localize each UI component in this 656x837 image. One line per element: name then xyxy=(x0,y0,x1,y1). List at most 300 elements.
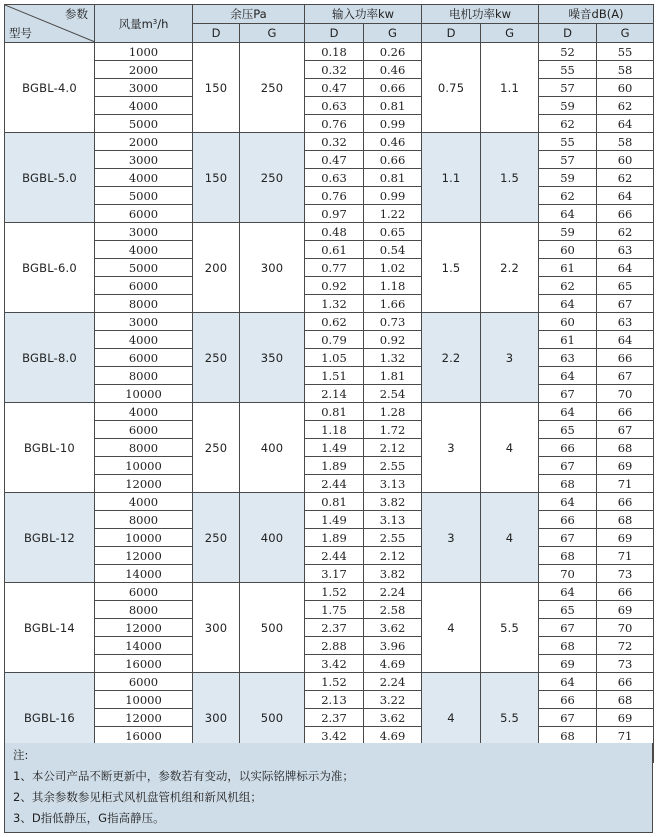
noise-g-cell: 67 xyxy=(597,295,654,313)
noise-d-cell: 64 xyxy=(539,583,597,601)
pressure-d-cell: 150 xyxy=(193,133,240,223)
input-g-cell: 0.46 xyxy=(364,133,422,151)
noise-g-header: G xyxy=(597,24,654,43)
input-g-cell: 1.02 xyxy=(364,259,422,277)
input-d-cell: 2.44 xyxy=(305,547,364,565)
motor-d-cell: 1.1 xyxy=(422,133,481,223)
table-row xyxy=(5,457,654,475)
motor-d-cell: 3 xyxy=(422,493,481,583)
flow-cell: 6000 xyxy=(95,349,193,367)
flow-unit-sup: 3 xyxy=(152,17,158,26)
motor-g-cell: 5.5 xyxy=(481,583,539,673)
noise-d-cell: 64 xyxy=(539,403,597,421)
table-row xyxy=(5,601,654,619)
input-d-cell: 0.79 xyxy=(305,331,364,349)
pressure-g-cell: 400 xyxy=(240,403,305,493)
flow-cell: 2000 xyxy=(95,61,193,79)
flow-cell: 3000 xyxy=(95,79,193,97)
flow-cell: 3000 xyxy=(95,313,193,331)
flow-cell: 1000 xyxy=(95,43,193,61)
noise-d-header: D xyxy=(539,24,597,43)
input-g-cell: 0.92 xyxy=(364,331,422,349)
table-row xyxy=(5,727,654,745)
input-g-cell: 1.81 xyxy=(364,367,422,385)
noise-g-cell: 68 xyxy=(597,511,654,529)
noise-g-cell: 71 xyxy=(597,727,654,745)
flow-cell: 6000 xyxy=(95,421,193,439)
noise-g-cell: 55 xyxy=(597,43,654,61)
noise-d-cell: 66 xyxy=(539,511,597,529)
input-g-cell: 1.28 xyxy=(364,403,422,421)
table-row xyxy=(5,529,654,547)
input-d-cell: 1.18 xyxy=(305,421,364,439)
noise-d-cell: 67 xyxy=(539,385,597,403)
flow-cell: 8000 xyxy=(95,511,193,529)
noise-g-cell: 72 xyxy=(597,637,654,655)
flow-cell: 8000 xyxy=(95,601,193,619)
noise-g-cell: 70 xyxy=(597,385,654,403)
flow-cell: 2000 xyxy=(95,133,193,151)
flow-cell: 12000 xyxy=(95,547,193,565)
pressure-d-cell: 200 xyxy=(193,223,240,313)
model-label: 型号 xyxy=(9,26,32,40)
table-row xyxy=(5,475,654,493)
noise-g-cell: 66 xyxy=(597,583,654,601)
motor-power-header: 电机功率kw xyxy=(422,5,539,24)
input-d-cell: 0.62 xyxy=(305,313,364,331)
noise-g-cell: 58 xyxy=(597,133,654,151)
pressure-g-cell: 500 xyxy=(240,583,305,673)
input-g-cell: 4.69 xyxy=(364,727,422,745)
table-row xyxy=(5,367,654,385)
noise-g-cell: 64 xyxy=(597,115,654,133)
input-g-cell: 3.82 xyxy=(364,493,422,511)
input-d-cell: 0.81 xyxy=(305,493,364,511)
input-d-cell: 2.44 xyxy=(305,475,364,493)
noise-d-cell: 68 xyxy=(539,547,597,565)
header-row-1 xyxy=(5,5,654,24)
flow-cell: 14000 xyxy=(95,637,193,655)
noise-d-cell: 70 xyxy=(539,565,597,583)
noise-d-cell: 68 xyxy=(539,637,597,655)
flow-cell: 12000 xyxy=(95,709,193,727)
noise-g-cell: 68 xyxy=(597,439,654,457)
table-row xyxy=(5,655,654,673)
pressure-d-cell: 300 xyxy=(193,673,240,763)
flow-cell: 4000 xyxy=(95,493,193,511)
table-row xyxy=(5,295,654,313)
noise-g-cell: 71 xyxy=(597,547,654,565)
noise-g-cell: 73 xyxy=(597,565,654,583)
input-d-cell: 2.37 xyxy=(305,619,364,637)
table-row xyxy=(5,673,654,691)
input-g-cell: 0.26 xyxy=(364,43,422,61)
table-row xyxy=(5,61,654,79)
noise-d-cell: 68 xyxy=(539,475,597,493)
note-item: 1、本公司产品不断更新中，参数若有变动，以实际铭牌标示为准； xyxy=(13,769,354,783)
table-row xyxy=(5,547,654,565)
motor-g-cell: 4 xyxy=(481,403,539,493)
noise-g-cell: 69 xyxy=(597,601,654,619)
flow-cell: 6000 xyxy=(95,673,193,691)
model-cell: BGBL-16 xyxy=(5,673,95,763)
noise-d-cell: 64 xyxy=(539,493,597,511)
noise-g-cell: 58 xyxy=(597,61,654,79)
motor-d-header: D xyxy=(422,24,481,43)
flow-cell: 4000 xyxy=(95,97,193,115)
flow-cell: 8000 xyxy=(95,367,193,385)
pressure-d-header: D xyxy=(193,24,240,43)
noise-g-cell: 67 xyxy=(597,421,654,439)
noise-g-cell: 66 xyxy=(597,205,654,223)
input-g-cell: 0.54 xyxy=(364,241,422,259)
input-g-cell: 3.96 xyxy=(364,637,422,655)
noise-d-cell: 67 xyxy=(539,457,597,475)
input-g-cell: 1.72 xyxy=(364,421,422,439)
input-d-cell: 3.42 xyxy=(305,727,364,745)
input-d-cell: 0.63 xyxy=(305,97,364,115)
noise-g-cell: 69 xyxy=(597,529,654,547)
input-g-cell: 0.81 xyxy=(364,97,422,115)
input-power-header: 输入功率kw xyxy=(305,5,422,24)
input-g-cell: 1.32 xyxy=(364,349,422,367)
flow-cell: 12000 xyxy=(95,619,193,637)
table-row xyxy=(5,583,654,601)
table-row xyxy=(5,169,654,187)
input-g-cell: 2.24 xyxy=(364,673,422,691)
input-d-cell: 0.63 xyxy=(305,169,364,187)
noise-g-cell: 71 xyxy=(597,475,654,493)
pressure-d-cell: 250 xyxy=(193,313,240,403)
noise-g-cell: 69 xyxy=(597,709,654,727)
table-row xyxy=(5,421,654,439)
motor-d-cell: 0.75 xyxy=(422,43,481,133)
model-cell: BGBL-8.0 xyxy=(5,313,95,403)
noise-g-cell: 67 xyxy=(597,367,654,385)
input-d-cell: 1.05 xyxy=(305,349,364,367)
motor-d-cell: 2.2 xyxy=(422,313,481,403)
input-g-cell: 2.55 xyxy=(364,529,422,547)
notes-title: 注: xyxy=(13,748,29,762)
flow-cell: 10000 xyxy=(95,457,193,475)
noise-header: 噪音dB(A) xyxy=(539,5,654,24)
table-row xyxy=(5,43,654,61)
table-row xyxy=(5,493,654,511)
input-g-cell: 2.58 xyxy=(364,601,422,619)
table-row xyxy=(5,511,654,529)
model-cell: BGBL-6.0 xyxy=(5,223,95,313)
corner-header-cell xyxy=(5,5,95,43)
motor-g-cell: 1.5 xyxy=(481,133,539,223)
flow-cell: 16000 xyxy=(95,655,193,673)
flow-cell: 10000 xyxy=(95,529,193,547)
noise-d-cell: 66 xyxy=(539,439,597,457)
model-cell: BGBL-5.0 xyxy=(5,133,95,223)
table-row xyxy=(5,439,654,457)
noise-d-cell: 67 xyxy=(539,709,597,727)
noise-d-cell: 55 xyxy=(539,133,597,151)
motor-g-cell: 5.5 xyxy=(481,673,539,763)
flow-cell: 10000 xyxy=(95,691,193,709)
noise-g-cell: 69 xyxy=(597,457,654,475)
input-g-cell: 3.13 xyxy=(364,511,422,529)
noise-d-cell: 64 xyxy=(539,367,597,385)
noise-g-cell: 66 xyxy=(597,493,654,511)
input-g-cell: 2.24 xyxy=(364,583,422,601)
noise-g-cell: 62 xyxy=(597,97,654,115)
pressure-header: 余压Pa xyxy=(193,5,305,24)
input-g-cell: 0.99 xyxy=(364,187,422,205)
param-label: 参数 xyxy=(65,7,88,21)
noise-g-cell: 63 xyxy=(597,313,654,331)
table-row xyxy=(5,115,654,133)
flow-cell: 5000 xyxy=(95,115,193,133)
flow-cell: 5000 xyxy=(95,187,193,205)
table-row xyxy=(5,187,654,205)
motor-d-cell: 4 xyxy=(422,673,481,763)
noise-g-cell: 60 xyxy=(597,151,654,169)
input-g-cell: 0.46 xyxy=(364,61,422,79)
table-row xyxy=(5,97,654,115)
noise-d-cell: 62 xyxy=(539,277,597,295)
noise-g-cell: 66 xyxy=(597,673,654,691)
input-g-cell: 3.13 xyxy=(364,475,422,493)
model-cell: BGBL-14 xyxy=(5,583,95,673)
noise-d-cell: 67 xyxy=(539,619,597,637)
table-row xyxy=(5,241,654,259)
input-g-cell: 0.81 xyxy=(364,169,422,187)
table-row xyxy=(5,205,654,223)
noise-d-cell: 63 xyxy=(539,349,597,367)
pressure-g-cell: 250 xyxy=(240,133,305,223)
motor-g-header: G xyxy=(481,24,539,43)
input-d-cell: 0.61 xyxy=(305,241,364,259)
input-d-cell: 2.88 xyxy=(305,637,364,655)
input-d-cell: 0.76 xyxy=(305,187,364,205)
input-d-header: D xyxy=(305,24,364,43)
flow-cell: 6000 xyxy=(95,583,193,601)
flow-cell: 14000 xyxy=(95,565,193,583)
input-d-cell: 1.89 xyxy=(305,529,364,547)
flow-header xyxy=(95,5,193,43)
noise-d-cell: 60 xyxy=(539,241,597,259)
input-d-cell: 0.32 xyxy=(305,133,364,151)
table-row xyxy=(5,565,654,583)
table-row xyxy=(5,277,654,295)
noise-d-cell: 59 xyxy=(539,97,597,115)
input-d-cell: 0.81 xyxy=(305,403,364,421)
noise-g-cell: 68 xyxy=(597,691,654,709)
input-g-cell: 1.22 xyxy=(364,205,422,223)
motor-d-cell: 4 xyxy=(422,583,481,673)
table-row xyxy=(5,79,654,97)
input-g-cell: 0.66 xyxy=(364,151,422,169)
noise-d-cell: 62 xyxy=(539,115,597,133)
input-g-cell: 4.69 xyxy=(364,655,422,673)
motor-d-cell: 3 xyxy=(422,403,481,493)
input-d-cell: 0.32 xyxy=(305,61,364,79)
table-row xyxy=(5,313,654,331)
noise-d-cell: 64 xyxy=(539,205,597,223)
noise-d-cell: 65 xyxy=(539,421,597,439)
table-row xyxy=(5,151,654,169)
input-d-cell: 2.14 xyxy=(305,385,364,403)
table-row xyxy=(5,349,654,367)
motor-d-cell: 1.5 xyxy=(422,223,481,313)
input-g-cell: 0.99 xyxy=(364,115,422,133)
noise-g-cell: 73 xyxy=(597,655,654,673)
table-row xyxy=(5,691,654,709)
noise-g-cell: 65 xyxy=(597,277,654,295)
model-cell: BGBL-4.0 xyxy=(5,43,95,133)
noise-d-cell: 52 xyxy=(539,43,597,61)
notes-box xyxy=(4,743,653,833)
flow-unit-suffix: /h xyxy=(157,16,169,31)
input-g-cell: 2.54 xyxy=(364,385,422,403)
input-d-cell: 0.47 xyxy=(305,79,364,97)
pressure-g-cell: 500 xyxy=(240,673,305,763)
input-g-cell: 2.12 xyxy=(364,439,422,457)
input-d-cell: 1.52 xyxy=(305,673,364,691)
noise-d-cell: 59 xyxy=(539,223,597,241)
flow-cell: 6000 xyxy=(95,205,193,223)
input-g-cell: 0.73 xyxy=(364,313,422,331)
input-g-cell: 1.66 xyxy=(364,295,422,313)
noise-d-cell: 67 xyxy=(539,529,597,547)
flow-cell: 16000 xyxy=(95,727,193,745)
noise-d-cell: 57 xyxy=(539,79,597,97)
noise-d-cell: 65 xyxy=(539,601,597,619)
table-row xyxy=(5,259,654,277)
noise-d-cell: 60 xyxy=(539,313,597,331)
input-d-cell: 0.76 xyxy=(305,115,364,133)
pressure-g-header: G xyxy=(240,24,305,43)
flow-cell: 8000 xyxy=(95,439,193,457)
noise-d-cell: 61 xyxy=(539,259,597,277)
pressure-d-cell: 250 xyxy=(193,493,240,583)
flow-cell: 10000 xyxy=(95,385,193,403)
input-d-cell: 1.49 xyxy=(305,439,364,457)
noise-d-cell: 69 xyxy=(539,655,597,673)
input-d-cell: 3.17 xyxy=(305,565,364,583)
noise-g-cell: 64 xyxy=(597,187,654,205)
flow-cell: 3000 xyxy=(95,151,193,169)
flow-cell: 4000 xyxy=(95,169,193,187)
input-d-cell: 2.37 xyxy=(305,709,364,727)
noise-d-cell: 61 xyxy=(539,331,597,349)
model-cell: BGBL-12 xyxy=(5,493,95,583)
input-d-cell: 1.49 xyxy=(305,511,364,529)
input-g-cell: 3.82 xyxy=(364,565,422,583)
input-d-cell: 1.32 xyxy=(305,295,364,313)
input-g-cell: 3.62 xyxy=(364,619,422,637)
input-g-header: G xyxy=(364,24,422,43)
table-row xyxy=(5,619,654,637)
input-d-cell: 0.97 xyxy=(305,205,364,223)
noise-d-cell: 62 xyxy=(539,187,597,205)
table-row xyxy=(5,223,654,241)
table-row xyxy=(5,331,654,349)
flow-cell: 8000 xyxy=(95,295,193,313)
flow-cell: 6000 xyxy=(95,277,193,295)
table-row xyxy=(5,403,654,421)
flow-cell: 4000 xyxy=(95,241,193,259)
flow-cell: 4000 xyxy=(95,403,193,421)
pressure-g-cell: 350 xyxy=(240,313,305,403)
noise-g-cell: 62 xyxy=(597,169,654,187)
noise-g-cell: 60 xyxy=(597,79,654,97)
pressure-g-cell: 300 xyxy=(240,223,305,313)
noise-d-cell: 64 xyxy=(539,295,597,313)
noise-g-cell: 63 xyxy=(597,241,654,259)
pressure-d-cell: 300 xyxy=(193,583,240,673)
input-g-cell: 2.55 xyxy=(364,457,422,475)
flow-cell: 3000 xyxy=(95,223,193,241)
noise-g-cell: 64 xyxy=(597,331,654,349)
noise-d-cell: 57 xyxy=(539,151,597,169)
input-d-cell: 2.13 xyxy=(305,691,364,709)
model-cell: BGBL-10 xyxy=(5,403,95,493)
input-d-cell: 0.48 xyxy=(305,223,364,241)
flow-label: 风量m xyxy=(118,16,153,31)
note-item: 2、其余参数参见柜式风机盘管机组和新风机组； xyxy=(13,790,262,804)
motor-g-cell: 2.2 xyxy=(481,223,539,313)
pressure-g-cell: 400 xyxy=(240,493,305,583)
input-d-cell: 1.75 xyxy=(305,601,364,619)
input-d-cell: 0.92 xyxy=(305,277,364,295)
flow-cell: 5000 xyxy=(95,259,193,277)
input-d-cell: 0.77 xyxy=(305,259,364,277)
motor-g-cell: 1.1 xyxy=(481,43,539,133)
input-g-cell: 3.22 xyxy=(364,691,422,709)
noise-d-cell: 68 xyxy=(539,727,597,745)
input-g-cell: 1.18 xyxy=(364,277,422,295)
motor-g-cell: 3 xyxy=(481,313,539,403)
input-g-cell: 0.65 xyxy=(364,223,422,241)
pressure-g-cell: 250 xyxy=(240,43,305,133)
noise-g-cell: 66 xyxy=(597,403,654,421)
pressure-d-cell: 150 xyxy=(193,43,240,133)
noise-g-cell: 62 xyxy=(597,223,654,241)
flow-cell: 4000 xyxy=(95,331,193,349)
spec-table xyxy=(4,4,654,763)
noise-d-cell: 66 xyxy=(539,691,597,709)
noise-d-cell: 55 xyxy=(539,61,597,79)
noise-g-cell: 70 xyxy=(597,619,654,637)
input-d-cell: 0.18 xyxy=(305,43,364,61)
input-d-cell: 1.51 xyxy=(305,367,364,385)
input-g-cell: 3.62 xyxy=(364,709,422,727)
noise-d-cell: 59 xyxy=(539,169,597,187)
input-d-cell: 0.47 xyxy=(305,151,364,169)
pressure-d-cell: 250 xyxy=(193,403,240,493)
table-row xyxy=(5,385,654,403)
table-row xyxy=(5,133,654,151)
motor-g-cell: 4 xyxy=(481,493,539,583)
noise-d-cell: 64 xyxy=(539,673,597,691)
input-d-cell: 1.52 xyxy=(305,583,364,601)
input-d-cell: 1.89 xyxy=(305,457,364,475)
noise-g-cell: 66 xyxy=(597,349,654,367)
input-g-cell: 0.66 xyxy=(364,79,422,97)
note-item: 3、D指低静压，G指高静压。 xyxy=(13,811,165,825)
table-row xyxy=(5,709,654,727)
flow-cell: 12000 xyxy=(95,475,193,493)
table-row xyxy=(5,637,654,655)
input-g-cell: 2.12 xyxy=(364,547,422,565)
noise-g-cell: 64 xyxy=(597,259,654,277)
input-d-cell: 3.42 xyxy=(305,655,364,673)
